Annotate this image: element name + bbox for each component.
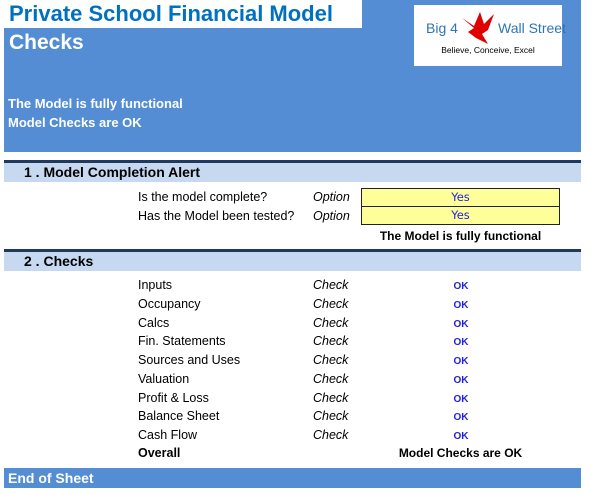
eagle-icon	[458, 8, 498, 48]
option-type: Option	[313, 209, 350, 223]
check-status: OK	[453, 281, 469, 292]
logo-text-left: Big 4	[426, 20, 458, 36]
overall-result: Model Checks are OK	[398, 446, 523, 460]
check-status: OK	[453, 356, 469, 367]
check-label: Occupancy	[138, 296, 201, 311]
header-status-checks: Model Checks are OK	[8, 115, 142, 130]
check-label: Calcs	[138, 315, 170, 330]
overall-label: Overall	[138, 446, 181, 460]
section-heading-checks: 2 . Checks	[4, 252, 581, 271]
check-label: Balance Sheet	[138, 409, 220, 424]
check-status: OK	[453, 393, 469, 405]
logo	[414, 5, 566, 66]
check-type: Check	[313, 371, 349, 386]
option-select[interactable]: Yes	[361, 207, 560, 225]
option-label: Has the Model been tested?	[138, 209, 295, 223]
check-type: Check	[313, 409, 349, 424]
check-type: Check	[313, 353, 349, 367]
check-label: Valuation	[138, 371, 190, 386]
check-type: Check	[313, 315, 349, 330]
logo-text-right: Wall Street	[498, 20, 566, 36]
page-title: Private School Financial Model	[9, 1, 333, 26]
check-status: OK	[453, 318, 469, 330]
end-of-sheet: End of Sheet	[4, 468, 581, 488]
option-type: Option	[313, 190, 350, 204]
check-label: Cash Flow	[138, 428, 198, 442]
check-status: OK	[453, 412, 469, 424]
header-status-functional: The Model is fully functional	[8, 96, 183, 111]
check-type: Check	[313, 334, 349, 349]
completion-result: The Model is fully functional	[379, 229, 542, 243]
sheet-title: Checks	[9, 31, 84, 54]
check-type: Check	[313, 278, 349, 292]
check-label: Profit & Loss	[138, 390, 209, 405]
check-label: Inputs	[138, 278, 173, 292]
option-label: Is the model complete?	[138, 190, 268, 204]
option-select[interactable]: Yes	[361, 188, 560, 207]
check-type: Check	[313, 428, 349, 442]
section-heading-completion: 1 . Model Completion Alert	[4, 163, 581, 182]
check-type: Check	[313, 390, 349, 405]
check-label: Fin. Statements	[138, 334, 226, 349]
check-status: OK	[453, 299, 469, 311]
check-label: Sources and Uses	[138, 353, 241, 367]
check-status: OK	[453, 431, 469, 442]
logo-tagline: Believe, Conceive, Excel	[441, 45, 535, 55]
check-status: OK	[453, 374, 469, 386]
check-type: Check	[313, 296, 349, 311]
check-status: OK	[453, 337, 469, 349]
